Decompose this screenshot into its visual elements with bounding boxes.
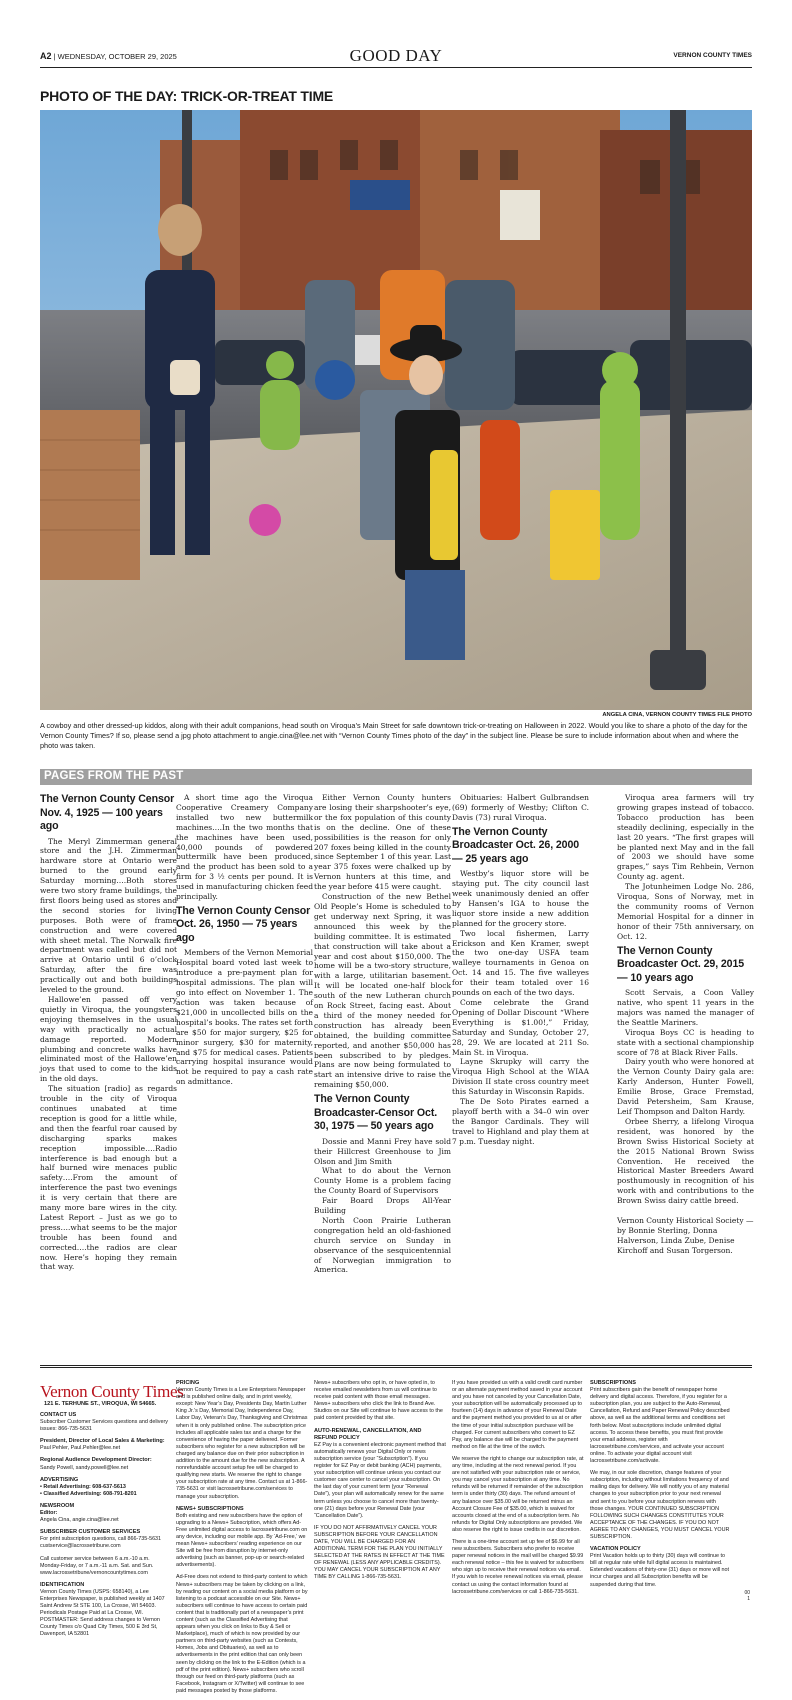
paragraph: Come celebrate the Grand Opening of Dollar Discount “Where Everything is $1.00!,” Friday, Saturday and Sunday, October 27, 28, 29. We are located at 211 So. Main St. in Viroqua. [452, 998, 589, 1057]
paragraph: Westby’s liquor store will be staying put. The city council last week unanimously denied an offer by Hansen’s IGA to house the liquor store inside a new addition planned for the grocery store. [452, 869, 589, 928]
paragraph: North Coon Prairie Lutheran congregation held an old-fashioned church service on Sunday in observance of the sesquicentennial of Norwegian immigration to America. [314, 1215, 451, 1275]
paragraph: Viroqua Boys CC is heading to state with a sectional championship score of 78 at Black River Falls. [617, 1027, 754, 1057]
text: There is a one-time account set up fee of $6.99 for all new subscribers. Subscribers who prefer to receive paper renewal notices in the mail will be charged $9.99 each renewal notice – this fee is waived for subscribers who sign up to receive their renewal notices via email. If you wish to receive renewal notices via email, please contact us using the contact information found at lacrossetribune.com/services or call 1-866-735-5631. [452, 1538, 584, 1595]
paragraph: The Jotunheimen Lodge No. 286, Viroqua, Sons of Norway, met in the community rooms of Vernon Memorial Hospital for a dinner in honor of their 75th anniversary, on Oct. 12. [617, 882, 754, 941]
heading: ADVERTISING [40, 1476, 79, 1483]
text: Paul Pehler, Paul.Pehler@lee.net [40, 1445, 121, 1452]
text: IF YOU DO NOT AFFIRMATIVELY CANCEL YOUR SUBSCRIPTION BEFORE YOUR CANCELLATION DATE, YOU WILL BE CHARGED FOR AN ADDITIONAL TERM FOR THE PLAN YOU INITIALLY SELECTED AT THE RATES IN EFFECT AT THE TIME OF RENEWAL (LESS ANY APPLICABLE CREDITS). YOU MAY CANCEL YOUR SUBSCRIPTION AT ANY TIME BY CALLING 1-866-735-5631. [314, 1524, 445, 1581]
heading: SUBSCRIPTIONS [590, 1380, 636, 1386]
footer-renewal [452, 1380, 584, 1601]
page-code-line: 1 [747, 1596, 750, 1602]
heading: NEWSROOM [40, 1502, 75, 1509]
section-band-pages-from-the-past: PAGES FROM THE PAST [40, 769, 752, 785]
text: If you have provided us with a valid credit card number or an alternate payment method saved in your account and you have not canceled by your Cancellation Date, your subscription will be automatically processed up to fourteen (14) days in advance of your Renewal Date and the payment method you provided to us at or after the time of your initial subscription purchase will be charged. For current subscribers who convert to EZ Pay, any balance due will be charged to the payment method on file at the time of the switch. [452, 1380, 583, 1450]
heading-25-years: The Vernon County Broadcaster Oct. 26, 2000 — 25 years ago [452, 825, 580, 865]
text: We reserve the right to change our subscription rate, at any time, including at the next renewal period. If you are not satisfied with your subscription rate or service, you may cancel your subscription at any time. No refunds will be returned if remainder of the subscription term is under thirty (30) days. The refund amount of any balance over $35.00 will be returned minus an Account Closure Fee of $35.00, which is waived for accounts closed at the end of a subscription term. No refunds for Digital Only subscriptions are provided. We also reserve the right to issue credits in our discretion. [452, 1455, 584, 1533]
text: Both existing and new subscribers have the option of upgrading to a News+ Subscription, which offers Ad-Free unlimited digital access to lacrossetribune.com on any device, including our mobile app. By ‘Ad-Free,’ we mean News+ subscribers’ reading experience on our Site will be free from disruption by internet-only advertising (such as banner, pop-up or search-related advertisements). [176, 1512, 308, 1569]
page-header [40, 48, 752, 68]
heading: NEWS+ SUBSCRIPTIONS [176, 1505, 244, 1512]
heading-10-years: The Vernon County Broadcaster Oct. 29, 2015 — 10 years ago [617, 944, 745, 984]
footer-contacts [40, 1412, 172, 1644]
paragraph: Dossie and Manni Frey have sold their Hillcrest Greenhouse to Jim Olson and Jim Smith [314, 1136, 451, 1166]
heading: PRICING [176, 1380, 200, 1386]
source-credit: Vernon County Historical Society — by Bonnie Sterling, Donna Halverson, Linda Zube, Denise Kirchoff and Susan Torgerson. [617, 1216, 754, 1255]
text: Print Vacation holds up to thirty (30) days will continue to bill at regular rate while full digital access is maintained. Extended vacations of thirty-one (31) days or more will not incur charges and all Subscription benefits will be suspended during that time. [590, 1553, 730, 1588]
paragraph: Hallowe’en passed off very quietly in Viroqua, the youngsters enjoying themselves in the usual way with practically no actual damage reported. Modern plumbing and concrete walks have eliminated most of the Hallowe’en joys that used to come to the kids in the old days. [40, 995, 177, 1084]
paragraph: Dairy youth who were honored at the Vernon County Dairy gala are: Karly Anderson, Hunter Fowell, Emilie Brose, Grace Fremstad, David Petersheim, Sam Krause, Leif Thompson and Dalton Hardy. [617, 1057, 754, 1116]
photo-credit: ANGELA CINA, VERNON COUNTY TIMES FILE PHOTO [602, 712, 752, 718]
text: • Classified Advertising: 608-791-8201 [40, 1490, 137, 1497]
paragraph: Scott Servais, a Coon Valley native, who spent 11 years in the majors was named the manager of the Seattle Mariners. [617, 988, 754, 1027]
paragraph: Members of the Vernon Memorial Hospital board voted last week to introduce a pre-payment plan for hospital admissions. The plan will go into effect on November 1. The action was taken because of $21,000 in uncollected bills on the hospital’s books. The rates set forth are $50 for major surgery, $25 for minor surgery, $30 for maternity, and $75 for medical cases. Patients carrying hospital insurance would not be required to pay a cash rate on admittance. [176, 948, 313, 1087]
masthead-logo: Vernon County Times [40, 1382, 184, 1401]
heading: President, Director of Local Sales & Marketing: [40, 1438, 165, 1445]
past-column-1 [40, 793, 177, 1272]
paragraph: Two local fishermen, Larry Erickson and Ken Kramer, swept the two one-day USFA team walleye tournaments in Genoa on Oct. 14 and 15. The five walleyes for their team totaled over 16 pounds on each of the two days. [452, 928, 589, 998]
heading-75-years: The Vernon County Censor Oct. 26, 1950 — 75 years ago [176, 904, 311, 944]
heading: CONTACT US [40, 1412, 77, 1418]
text: EZ Pay is a convenient electronic payment method that automatically renews your Digital Only or news subscription service (your “Subscription”). If you register for EZ Pay or debit banking (ACH) payments, your subscription will continue unless you contact our customer care center to cancel your subscription. On the last day of your current term (your “Renewal Date”), your plan will automatically renew for the same term unless you choose to cancel more than twenty-one (21) days before your Renewal Date (your “Cancellation Date”). [314, 1441, 446, 1519]
heading: VACATION POLICY [590, 1546, 641, 1553]
footer-subscriptions [590, 1380, 730, 1594]
heading: Regional Audience Development Director: [40, 1457, 152, 1464]
text: Sandy Powell, sandy.powell@lee.net [40, 1464, 129, 1471]
paragraph: A short time ago the Viroqua Cooperative Creamery Company installed two new buttermilk machines….In the two months that the machines have been used, 40,000 pounds of powdered buttermilk have been produced, and the product has been sold to a firm for 3 ½ cents per pound. It is used in manufacturing chicken feed principally. [176, 793, 313, 902]
section-title: GOOD DAY [349, 46, 443, 65]
footer-pricing [176, 1380, 308, 1700]
paragraph: Layne Skrupky will carry the Viroqua High School at the WIAA Division II state cross country meet this Saturday in Wisconsin Rapids. [452, 1057, 589, 1097]
text: Vernon County Times is a Lee Enterprises Newspaper and is published online daily, and in print weekly, except: New Year’s Day, Presidents Day, Martin Luther King Jr.’s Day, Memorial Day, Independence Day, Labor Day, Veteran’s Day, Thanksgiving and Christmas when it is only published online. The subscription price includes all applicable sales tax and a charge for the convenience of having the paper delivered. Former subscribers who register for a new subscription will be charged any balance due on their prior subscription in addition to the amount due for the new subscription. A nonrefundable account setup fee will be charged to qualifying new starts. We reserve the right to change your subscription rate at any time. Contact us at 1-866-735-5631 or visit lacrossetribune.com/services to manage your subscription. [176, 1387, 308, 1500]
text: Call customer service between 6 a.m.-10 a.m. Monday-Friday, or 7 a.m.-11 a.m. Sat. and Sun. www.lacrossetribune/vernoncountytimes.com [40, 1555, 154, 1576]
text: Print subscribers gain the benefit of newspaper home delivery and digital access. Therefore, if you register for a subscription plan, you are subject to the Auto-Renewal, Cancellation, Refund and Paper Renewal Policy described above, as well as the additional terms and conditions set forth below. Most subscriptions include unlimited digital access. To access these benefits, you must first provide your email address, register with lacrossetribune.com/services, and activate your account online. To activate your digital account visit lacrossetribune.com/activate. [590, 1387, 730, 1465]
text: Subscriber Customer Services questions and delivery issues: 866-735-5631 [40, 1419, 168, 1433]
text: • Retail Advertising: 608-637-5613 [40, 1483, 126, 1490]
text: News+ subscribers who opt in, or have opted in, to receive emailed newsletters from us will continue to receive paid content with those email messages. News+ subscribers who click the link to Brand Ave. Studios on our Site will continue to have access to the paid content provided by that site. [314, 1380, 443, 1422]
photo-caption: A cowboy and other dressed-up kiddos, along with their adult companions, head south on Viroqua’s Main Street for safe downtown trick-or-treating on Halloween in 2022. Would you like to share a photo of the day for the Vernon County Times? If so, please send a jpg photo attachment to angie.cina@lee.net with “Vernon County Times photo of the day” in the subject line. Please be sure to include information about when and where the photo was taken. [40, 721, 748, 750]
paragraph: Obituaries: Halbert Gulbrandsen (69) formerly of Westby; Clifton C. Davis (73) rural Viroqua. [452, 793, 589, 822]
text: Editor: [40, 1510, 58, 1517]
text: Angela Cina, angie.cina@lee.net [40, 1517, 119, 1524]
paragraph: Orbee Sherry, a lifelong Viroqua resident, was honored by the Brown Swiss Historical Society at the 2015 National Brown Swiss Convention. He received the Historical Master Breeders Award posthumously in recognition of his work with and contributions to the Brown Swiss dairy cattle breed. [617, 1116, 754, 1206]
paragraph: The Meryl Zimmerman general store and the J.H. Zimmerman hardware store at Ontario were burned to the ground early Saturday morning….Both stores were two story frame buildings, the first floors being used as stores and the second stories for living purposes. Both were of frame construction and were covered with sheet metal. The Norwalk fire department was called but did not arrive at Ontario until 6 o’clock Saturday, after the fire was practically out and both buildings leveled to the ground. [40, 836, 177, 995]
paper-name: VERNON COUNTY TIMES [673, 52, 752, 59]
paragraph: The De Soto Pirates earned a playoff berth with a 34–0 win over the Bangor Cardinals. They will travel to Highland and play them at 7 p.m. Tuesday night. [452, 1097, 589, 1146]
page-code [744, 1590, 750, 1602]
past-column-5 [617, 793, 754, 1256]
page-folio: A2 | WEDNESDAY, OCTOBER 29, 2025 [40, 51, 177, 61]
paragraph: Viroqua area farmers will try growing grapes instead of tobacco. Tobacco production has been steadily declining, especially in the last 20 years. “The first grapes will be planted next May and in the fall of 2003 we should have some grapes,” says Tim Rehbein, Vernon County ag. agent. [617, 793, 754, 882]
paragraph: What to do about the Vernon County Home is a problem facing the County Board of Supervisors [314, 1166, 451, 1196]
heading-50-years: The Vernon County Broadcaster-Censor Oct. 30, 1975 — 50 years ago [314, 1093, 438, 1133]
photo-of-the-day [40, 110, 752, 710]
footer-policy [314, 1380, 446, 1587]
heading: IDENTIFICATION [40, 1581, 85, 1588]
paragraph: Construction of the new Bethel Old People’s Home is scheduled to get underway next Spring, it was announced this week by the building committee. It is estimated that construction will take about a year and cost about $150,000. The home will be a two-story structure, with a large, utilitarian basement. It will be located one-half block south of the new Lutheran church on Rock Street, facing east. About a third of the money needed for construction has already been obtained, the building committee reported, and another $50,000 has been subscribed to by pledges. Plans are now being formulated to start an intensive drive to raise the remaining $50,000. [314, 892, 451, 1090]
text: We may, in our sole discretion, change features of your subscription, including without limitations frequency of and mailing days for delivery. We will notify you of any material changes to your subscription prior to your next renewal and sent to you before your subscription renews with those changes. YOUR CONTINUED SUBSCRIPTION FOLLOWING SUCH CHANGES CONSTITUTES YOUR ACCEPTANCE OF THE CHANGES. IF YOU DO NOT AGREE TO ANY CHANGES, YOU MUST CANCEL YOUR SUBSCRIPTION. [590, 1470, 730, 1540]
page-code-line: 00 [744, 1590, 750, 1596]
text: For print subscription questions, call 866-735-5631 custservice@lacrossetribune.com [40, 1536, 162, 1550]
paragraph: Either Vernon County hunters are losing their sharpshooter’s eye, or the fox population of this county is on the decline. One of these possibilities is the reason for only 207 foxes being killed in the county since September 1 of this year. Last year 375 foxes were chalked up by Vernon hunters at this time, and the year before 415 were caught. [314, 793, 451, 892]
heading: AUTO-RENEWAL, CANCELLATION, AND REFUND POLICY [314, 1427, 422, 1441]
paragraph: Fair Board Drops All-Year Building [314, 1196, 451, 1216]
photo-title: PHOTO OF THE DAY: TRICK-OR-TREAT TIME [40, 88, 334, 104]
paragraph: The situation [radio] as regards trouble in the city of Viroqua continues unabated at time reception is good for a little while, and then the fearful roar caused by discharging sparks makes reception impossible….Radio interference is bad enough but a half burned wire menaces public safety….From the amount of interference the past two evenings it is very certain that there are many more bare wires in the city. Latest Report – Just as we go to press….what seems to be the major trouble has been found and corrected….the radios are clear now. Here’s hoping they remain that way. [40, 1084, 177, 1272]
footer-divider [40, 1365, 752, 1368]
masthead-address: 121 E. TERHUNE ST., VIROQUA, WI 54665. [44, 1401, 157, 1407]
heading: SUBSCRIBER CUSTOMER SERVICES [40, 1529, 141, 1536]
past-column-4 [452, 793, 589, 1147]
past-column-3 [314, 793, 451, 1275]
past-column-2 [176, 737, 313, 1087]
heading-100-years: The Vernon County Censor Nov. 4, 1925 — 100 years ago [40, 793, 175, 832]
text: Vernon County Times (USPS: 658140), a Lee Enterprises Newspaper, is published weekly at 1407 Saint Andrew St STE 100, La Crosse, WI 54603. Periodicals Postage Paid at La Crosse, WI. POSTMASTER: Send address changes to Vernon County Times c/o Quad City Times, 500 E 3rd St, Davenport, IA 52801 [40, 1588, 165, 1638]
text: Ad-Free does not extend to third-party content to which News+ subscribers may be taken by clicking on a link, by reading our content on a social media platform or by listening to a podcast accessible on our Site. News+ subscribers will continue to have access to certain paid content that is traditionally part of a newspaper’s print content (such as the Classified Advertising that appears when you click on links to Buy & Sell or Marketplace), much of which is now provided by our partners on third-party websites (such as Contests, Homes, Jobs and Obituaries), as well as to advertisements in the print edition that can only been seen by clicking on the link to the E-Edition (which is a pdf of the print edition). News+ subscribers who scroll through our feed on third-party platforms (such as Facebook, Instagram or X/Twitter) will continue to see paid messages posted by those platforms. [176, 1574, 308, 1694]
